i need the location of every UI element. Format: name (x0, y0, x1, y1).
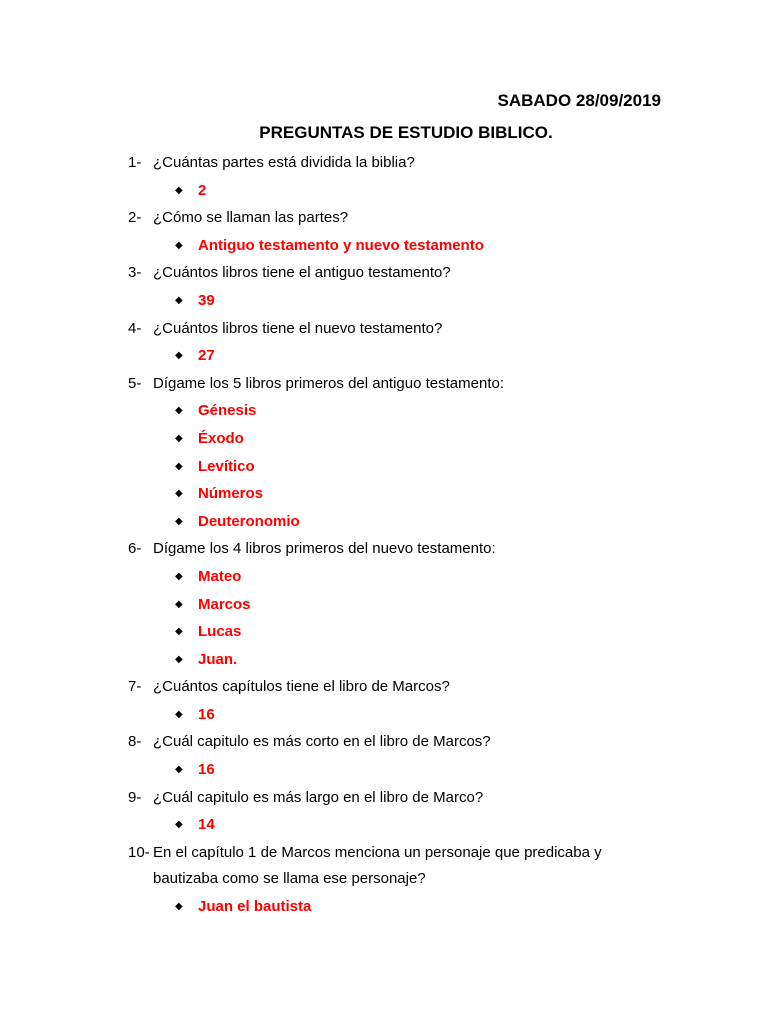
question-list (0, 152, 768, 923)
answer-item (0, 759, 768, 787)
diamond-bullet-icon: ◆ (175, 708, 183, 720)
diamond-bullet-icon: ◆ (175, 626, 183, 638)
answer-text: Marcos (198, 595, 251, 613)
question-number: 6- (128, 540, 142, 558)
diamond-bullet-icon: ◆ (175, 598, 183, 610)
answer-text: 27 (198, 347, 215, 365)
diamond-bullet-icon: ◆ (175, 460, 183, 472)
diamond-bullet-icon: ◆ (175, 488, 183, 500)
answer-item (0, 400, 768, 428)
question-number: 4- (128, 319, 142, 337)
answer-text: Lucas (198, 623, 242, 641)
question-number: 1- (128, 154, 142, 171)
question-text: ¿Cuántas partes está dividida la biblia? (153, 154, 415, 171)
answer-text: Éxodo (198, 429, 244, 447)
question-number: 3- (128, 264, 142, 282)
question-item (0, 152, 768, 180)
answer-text: 2 (198, 181, 207, 199)
question-text: ¿Cuántos libros tiene el nuevo testamento? (153, 319, 443, 337)
answer-text: Levítico (198, 457, 255, 475)
question-text: ¿Cuál capitulo es más corto en el libro de Marcos? (153, 733, 491, 751)
answer-item (0, 428, 768, 456)
answer-item (0, 235, 768, 263)
question-item (0, 373, 768, 401)
diamond-bullet-icon: ◆ (175, 515, 183, 527)
diamond-bullet-icon: ◆ (175, 570, 183, 582)
question-item (0, 787, 768, 815)
answer-text: 16 (198, 761, 215, 779)
question-number: 9- (128, 788, 142, 806)
question-number: 7- (128, 678, 142, 696)
answer-text: Antiguo testamento y nuevo testamento (198, 236, 484, 254)
answer-text: 39 (198, 291, 215, 309)
question-item (0, 731, 768, 759)
diamond-bullet-icon: ◆ (175, 350, 183, 362)
answer-text: Deuteronomio (198, 512, 300, 530)
question-text: ¿Cuántos capítulos tiene el libro de Marcos? (153, 678, 450, 696)
answer-item (0, 483, 768, 511)
answer-item (0, 896, 768, 924)
question-item (0, 842, 768, 896)
document-title: PREGUNTAS DE ESTUDIO BIBLICO. (259, 123, 553, 142)
answer-text: Mateo (198, 567, 242, 585)
answer-item (0, 290, 768, 318)
diamond-bullet-icon: ◆ (175, 819, 183, 831)
answer-item (0, 456, 768, 484)
diamond-bullet-icon: ◆ (175, 900, 183, 912)
question-item (0, 318, 768, 346)
diamond-bullet-icon: ◆ (175, 764, 183, 776)
question-item (0, 538, 768, 566)
document-date: SABADO 28/09/2019 (497, 91, 661, 110)
question-number: 10- (128, 843, 150, 861)
answer-item (0, 345, 768, 373)
answer-text: Génesis (198, 402, 257, 420)
answer-text: 14 (198, 816, 215, 834)
question-number: 5- (128, 374, 142, 392)
question-text: ¿Cuántos libros tiene el antiguo testamento? (153, 264, 451, 282)
diamond-bullet-icon: ◆ (175, 432, 183, 444)
answer-text: Juan. (198, 650, 238, 668)
answer-item (0, 649, 768, 677)
diamond-bullet-icon: ◆ (175, 239, 183, 251)
question-text: Dígame los 5 libros primeros del antiguo testamento: (153, 374, 505, 392)
answer-text: Juan el bautista (198, 897, 312, 915)
answer-item (0, 511, 768, 539)
answer-item (0, 704, 768, 732)
question-number: 2- (128, 209, 142, 227)
question-text: ¿Cómo se llaman las partes? (153, 209, 349, 227)
question-item (0, 262, 768, 290)
answer-item (0, 594, 768, 622)
diamond-bullet-icon: ◆ (175, 184, 183, 196)
question-item (0, 207, 768, 235)
question-text: En el capítulo 1 de Marcos menciona un personaje que predicaba y bautizaba como se llama ese personaje? (153, 843, 602, 887)
question-number: 8- (128, 733, 142, 751)
diamond-bullet-icon: ◆ (175, 294, 183, 306)
answer-item (0, 621, 768, 649)
diamond-bullet-icon: ◆ (175, 653, 183, 665)
answer-text: Números (198, 485, 264, 503)
answer-item (0, 814, 768, 842)
answer-text: 16 (198, 705, 215, 723)
diamond-bullet-icon: ◆ (175, 405, 183, 417)
question-item (0, 676, 768, 704)
answer-item (0, 566, 768, 594)
question-text: Dígame los 4 libros primeros del nuevo testamento: (153, 540, 496, 558)
question-text: ¿Cuál capitulo es más largo en el libro de Marco? (153, 788, 484, 806)
answer-item (0, 180, 768, 208)
